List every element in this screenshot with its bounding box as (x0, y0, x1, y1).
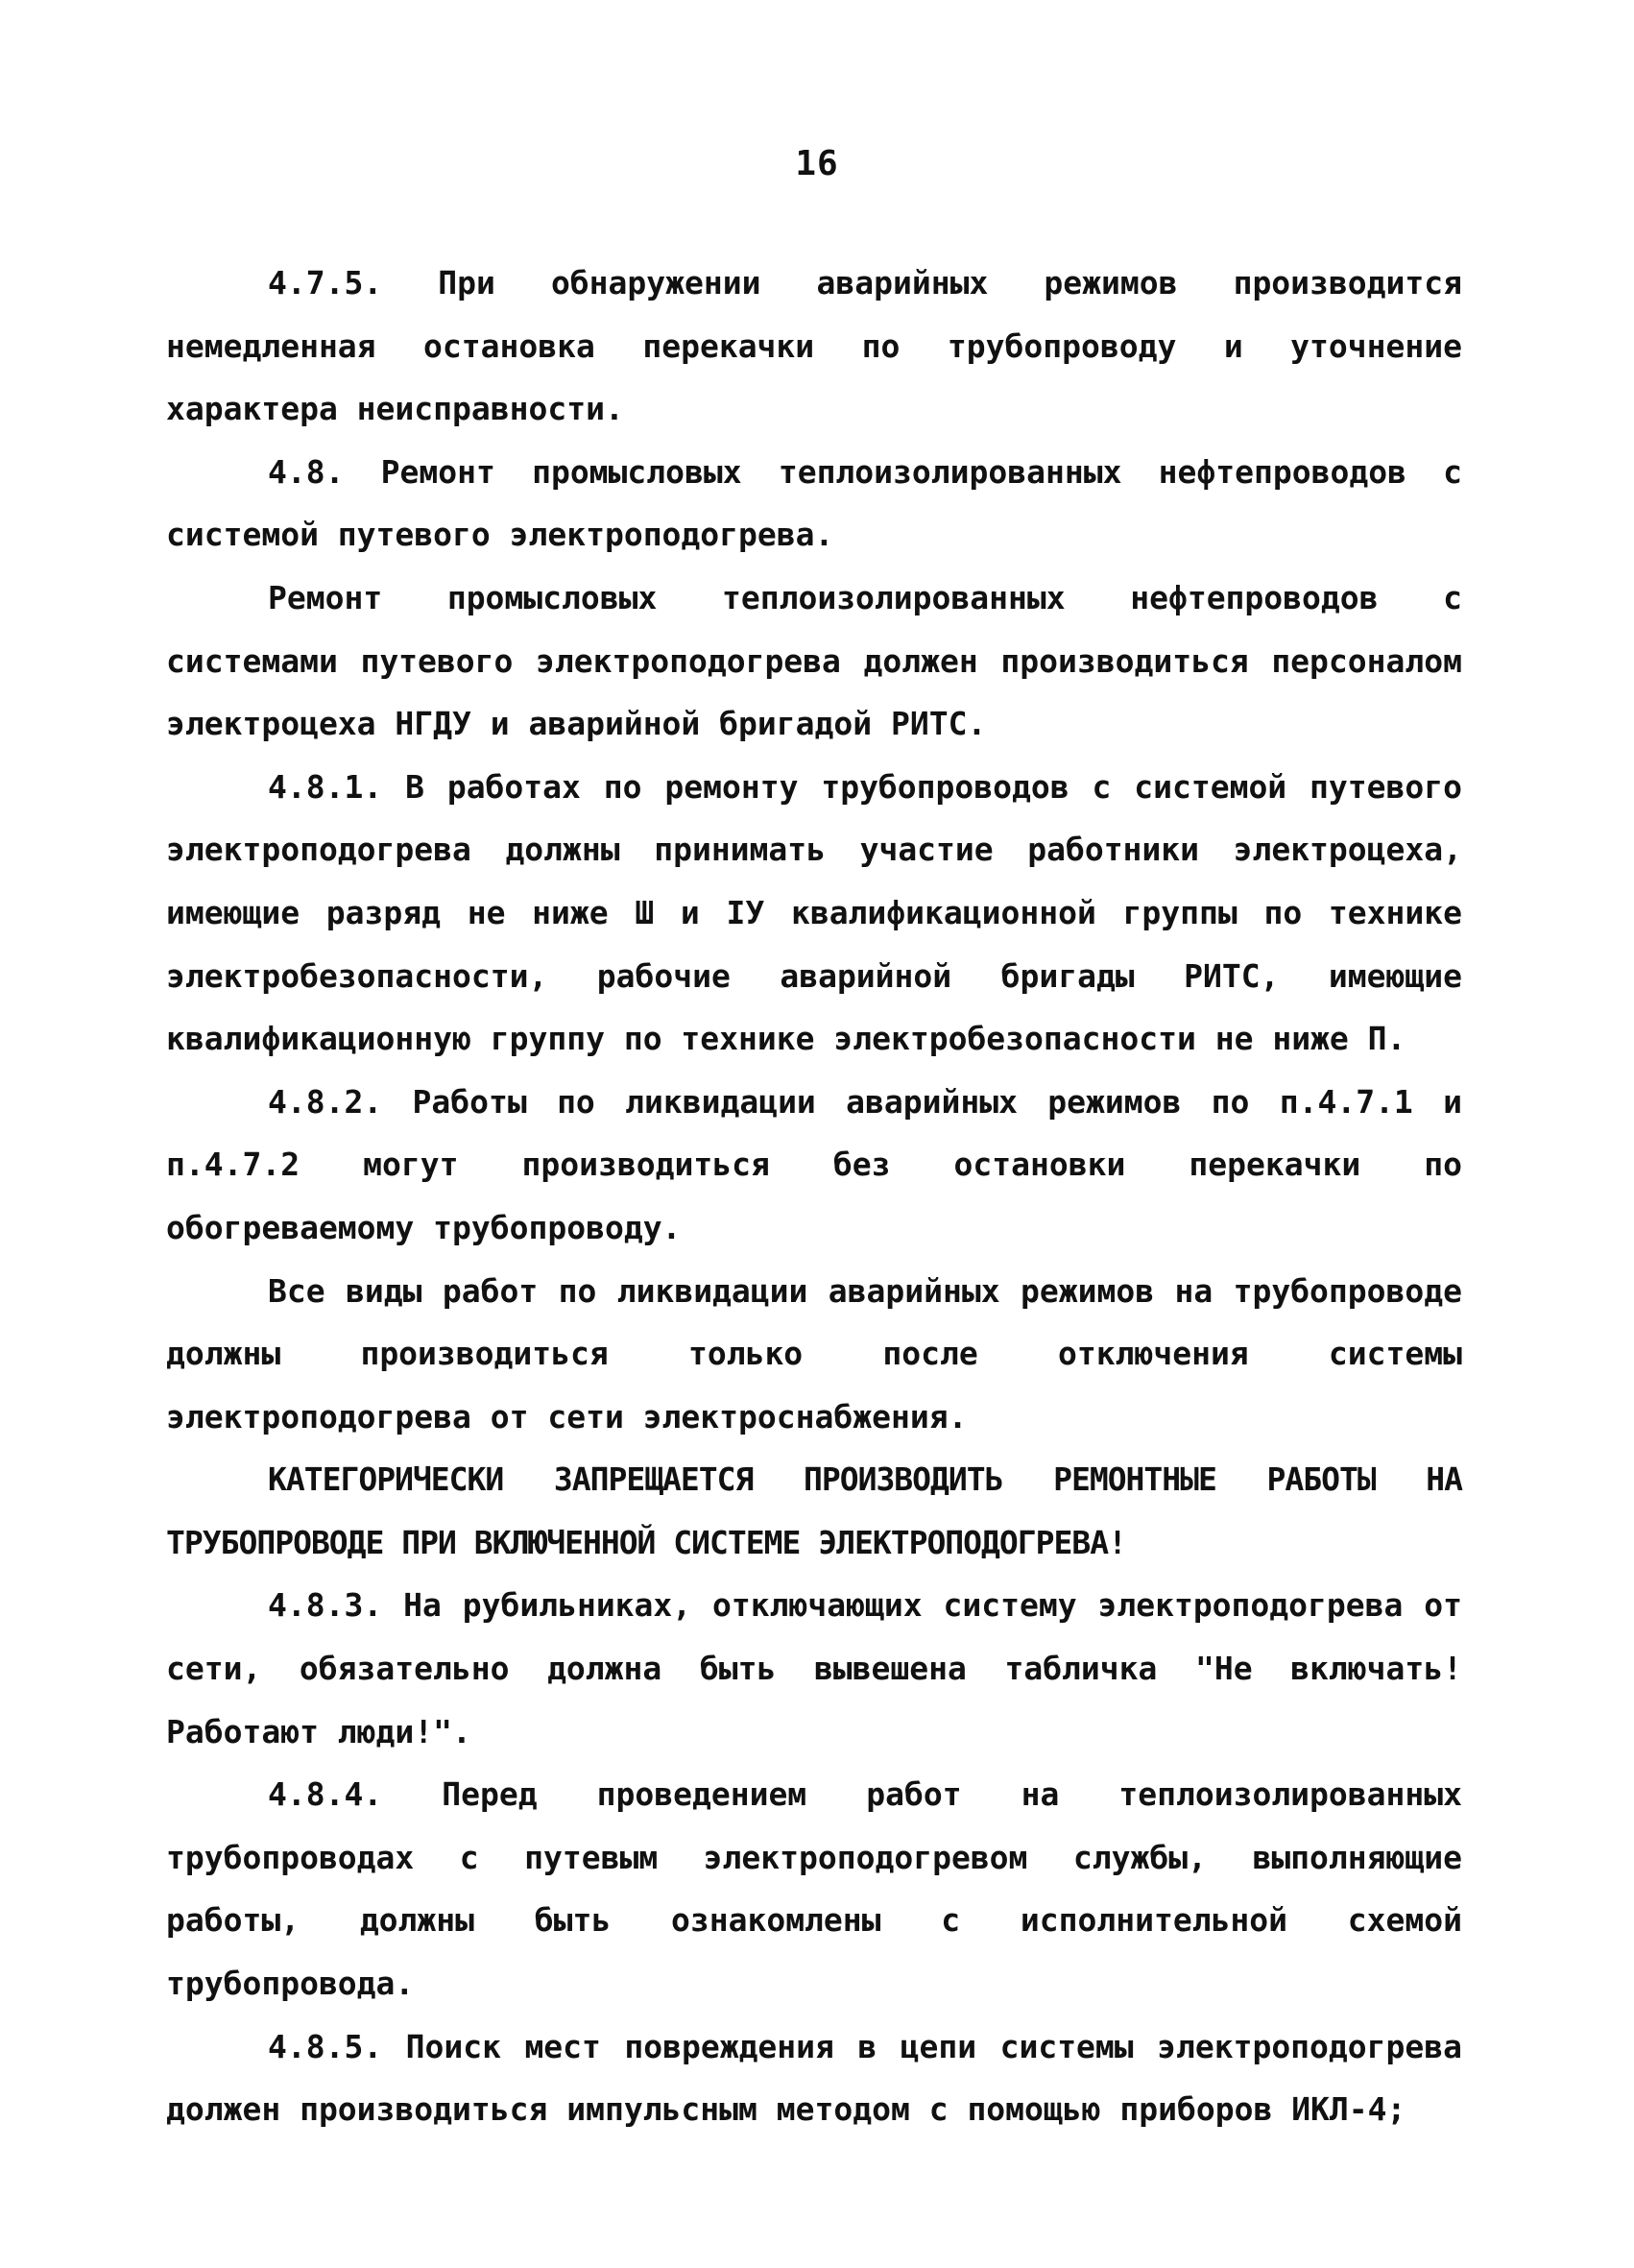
page-number: 16 (795, 144, 839, 183)
paragraph-4-8-4: 4.8.4. Перед проведением работ на теплоизолированных трубопроводах с путевым электроподогревом службы, выполняющие работы, должны быть ознакомлены с исполнительной схемой трубопровода. (166, 1775, 1462, 2003)
paragraph-repair-personnel: Ремонт промысловых теплоизолированных нефтепроводов с системами путевого электроподогрева должен производиться персоналом электроцеха НГДУ и аварийной бригадой РИТС. (166, 578, 1462, 743)
paragraph-4-8-3: 4.8.3. На рубильниках, отключающих систему электроподогрева от сети, обязательно должна быть вывешена табличка "Не включать! Работают люди!". (166, 1586, 1462, 1750)
section-heading-4-8: 4.8. Ремонт промысловых теплоизолированных нефтепроводов с системой путевого электроподогрева. (166, 452, 1462, 554)
warning-paragraph: КАТЕГОРИЧЕСКИ ЗАПРЕЩАЕТСЯ ПРОИЗВОДИТЬ РЕМОНТНЫЕ РАБОТЫ НА ТРУБОПРОВОДЕ ПРИ ВКЛЮЧЕННОЙ СИСТЕМЕ ЭЛЕКТРОПОДОГРЕВА! (166, 1460, 1462, 1561)
paragraph-4-8-2: 4.8.2. Работы по ликвидации аварийных режимов по п.4.7.1 и п.4.7.2 могут производиться без остановки перекачки по обогреваемому трубопроводу. (166, 1082, 1462, 1246)
paragraph-4-8-1: 4.8.1. В работах по ремонту трубопроводов с системой путевого электроподогрева должны принимать участие работники электроцеха, имеющие разряд не ниже Ш и IУ квалификационной группы по технике электробезопасности, рабочие аварийной бригады РИТС, имеющие квалификационную группу по технике электробезопасности не ниже П. (166, 767, 1462, 1058)
paragraph-4-7-5: 4.7.5. При обнаружении аварийных режимов производится немедленная остановка перекачки по трубопроводу и уточнение характера неисправности. (166, 264, 1462, 428)
paragraph-4-8-5: 4.8.5. Поиск мест повреждения в цепи системы электроподогрева должен производиться импульсным методом с помощью приборов ИКЛ-4; (166, 2027, 1462, 2129)
document-body (166, 252, 1462, 2141)
paragraph-all-works: Все виды работ по ликвидации аварийных режимов на трубопроводе должны производиться только после отключения системы электроподогрева от сети электроснабжения. (166, 1271, 1462, 1436)
